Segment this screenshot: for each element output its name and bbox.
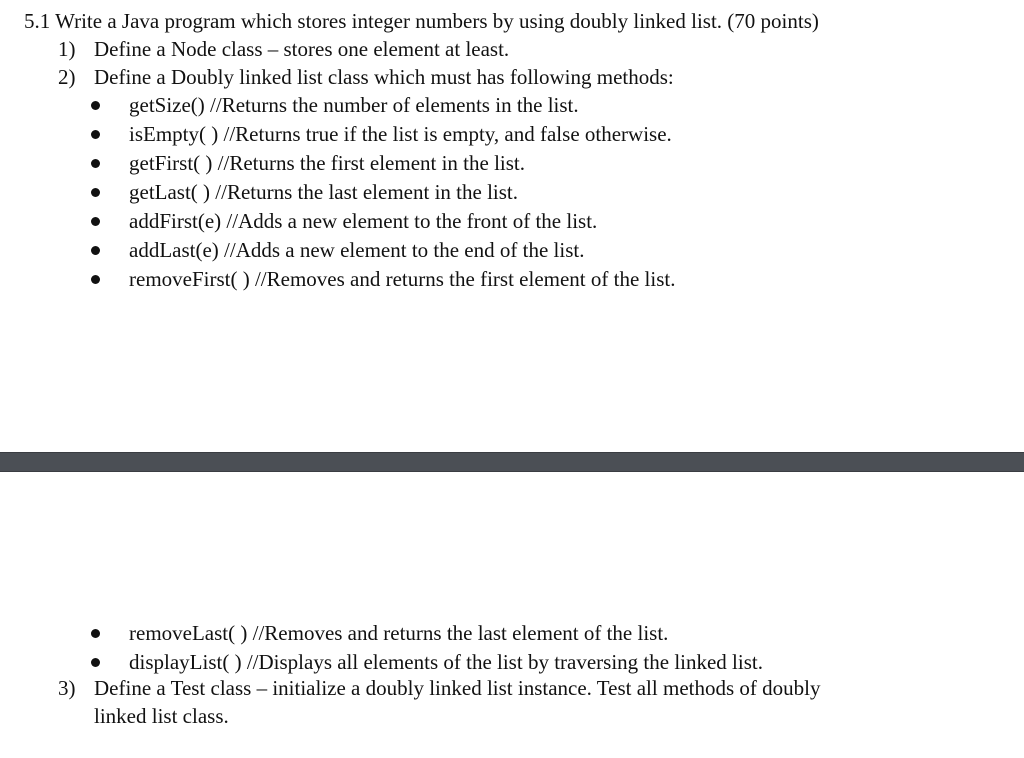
page-divider [0, 452, 1024, 472]
bullet-icon [91, 188, 100, 197]
step-text: Define a Node class – stores one element at least. [94, 37, 510, 61]
step-number: 3) [58, 676, 76, 700]
method-text: getSize() //Returns the number of elements in the list. [129, 93, 579, 117]
bullet-icon [91, 217, 100, 226]
bullet-icon [91, 159, 100, 168]
step-number: 2) [58, 65, 76, 89]
bullet-icon [91, 130, 100, 139]
bullet-icon [91, 101, 100, 110]
step-text: Define a Doubly linked list class which must has following methods: [94, 65, 674, 89]
bullet-icon [91, 246, 100, 255]
method-text: removeFirst( ) //Removes and returns the first element of the list. [129, 267, 676, 291]
method-text: getFirst( ) //Returns the first element in the list. [129, 151, 526, 175]
bullet-icon [91, 275, 100, 284]
step-text: Define a Test class – initialize a doubly linked list instance. Test all methods of doubly [94, 676, 821, 700]
question-heading: 5.1 Write a Java program which stores integer numbers by using doubly linked list. (70 points) [24, 9, 819, 33]
document-page-bottom [0, 472, 1024, 758]
method-text: addLast(e) //Adds a new element to the end of the list. [129, 238, 585, 262]
method-text: getLast( ) //Returns the last element in the list. [129, 180, 518, 204]
bullet-icon [91, 658, 100, 667]
step-text-continuation: linked list class. [94, 704, 229, 728]
bullet-icon [91, 629, 100, 638]
method-text: addFirst(e) //Adds a new element to the front of the list. [129, 209, 598, 233]
step-number: 1) [58, 37, 76, 61]
method-text: isEmpty( ) //Returns true if the list is empty, and false otherwise. [129, 122, 672, 146]
method-text: displayList( ) //Displays all elements of the list by traversing the linked list. [129, 650, 763, 674]
method-text: removeLast( ) //Removes and returns the last element of the list. [129, 621, 669, 645]
